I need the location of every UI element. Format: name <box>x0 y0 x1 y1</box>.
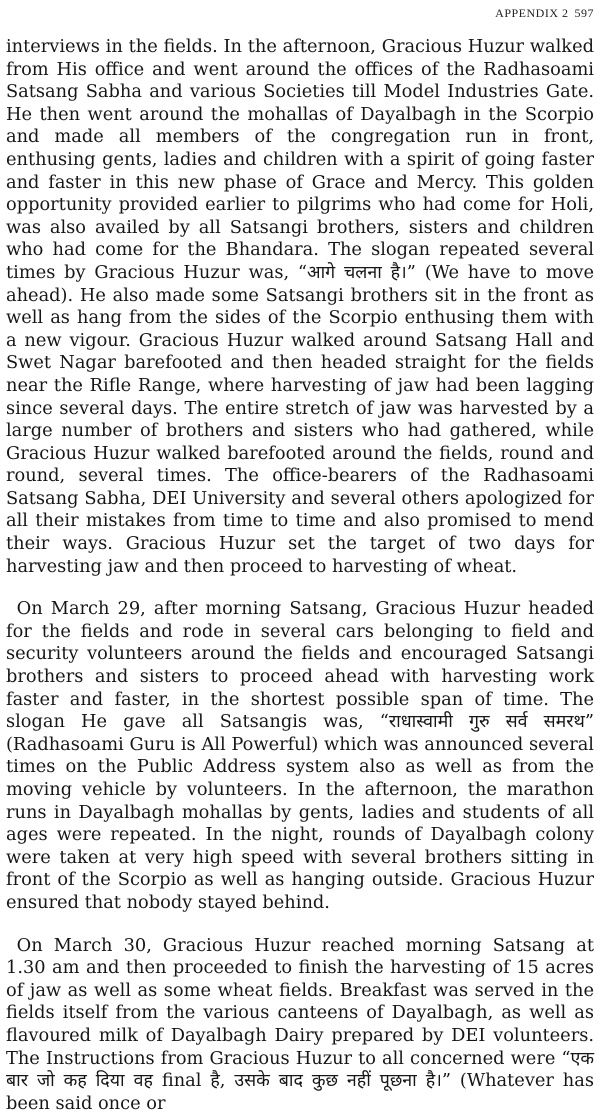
body-text <box>6 36 594 1115</box>
paragraph-1: interviews in the fields. In the afternoon, Gracious Huzur walked from His office and went around the offices of the Radhasoami Satsang Sabha and various Societies till Model Industries Gate. He then went around the mohallas of Dayalbagh in the Scorpio and made all members of the congregation run in front, enthusing gents, ladies and children with a spirit of going faster and faster in this new phase of Grace and Mercy. This golden opportunity provided earlier to pilgrims who had come for Holi, was also availed by all Satsangi brothers, sisters and children who had come for the Bhandara. The slogan repeated several times by Gracious Huzur was, “आगे चलना है।” (We have to move ahead). He also made some Satsangi brothers sit in the front as well as hang from the sides of the Scorpio enthusing them with a new vigour. Gracious Huzur walked around Satsang Hall and Swet Nagar barefooted and then headed straight for the fields near the Rifle Range, where harvesting of jaw had been lagging since several days. The entire stretch of jaw was harvested by a large number of brothers and sisters who had gathered, while Gracious Huzur walked barefooted around the fields, round and round, several times. The office-bearers of the Radhasoami Satsang Sabha, DEI University and several others apologized for all their mistakes from time to time and also promised to mend their ways. Gracious Huzur set the target of two days for harvesting jaw and then proceed to harvesting of wheat. <box>6 36 594 577</box>
paragraph-2: On March 29, after morning Satsang, Gracious Huzur headed for the fields and rode in several cars belonging to field and security volunteers around the fields and encouraged Satsangi brothers and sisters to proceed ahead with harvesting work faster and faster, in the shortest possible span of time. The slogan He gave all Satsangis was, “राधास्वामी गुरु सर्व समरथ” (Radhasoami Guru is All Powerful) which was announced several times on the Public Address system also as well as from the moving vehicle by volunteers. In the afternoon, the marathon runs in Dayalbagh mohallas by gents, ladies and students of all ages were repeated. In the night, rounds of Dayalbagh colony were taken at very high speed with several brothers sitting in front of the Scorpio as well as hanging outside. Gracious Huzur ensured that nobody stayed behind. <box>6 598 594 913</box>
paragraph-3: On March 30, Gracious Huzur reached morning Satsang at 1.30 am and then proceeded to finish the harvesting of 15 acres of jaw as well as some wheat fields. Breakfast was served in the fields itself from the various canteens of Dayalbagh, as well as flavoured milk of Dayalbagh Dairy prepared by DEI volunteers. The Instructions from Gracious Huzur to all concerned were “एक बार जो कह दिया वह final है, उसके बाद कुछ नहीं पूछना है।” (Whatever has been said once or <box>6 934 594 1114</box>
running-head-section: APPENDIX 2 <box>495 6 569 20</box>
page-number: 597 <box>574 6 594 20</box>
running-head <box>495 6 594 21</box>
